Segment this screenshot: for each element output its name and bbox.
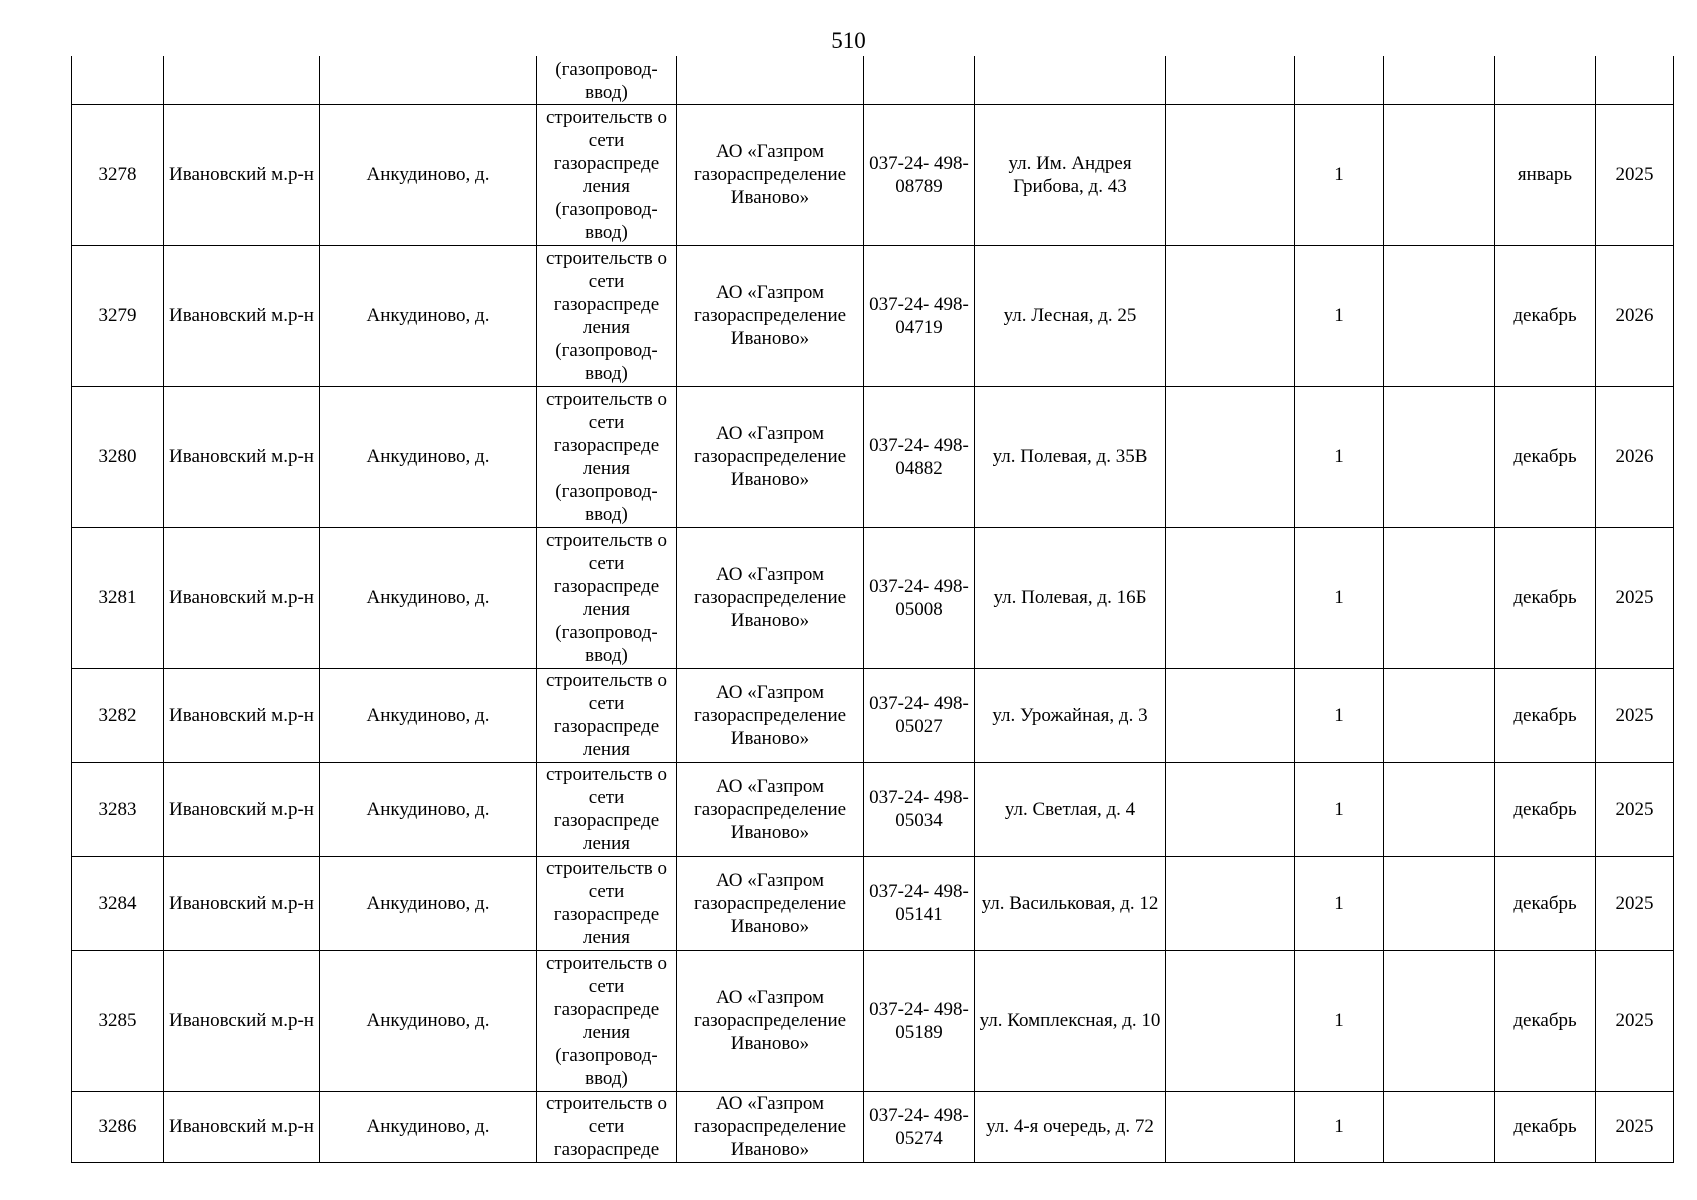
cell-settlement: Анкудиново, д. [320, 104, 537, 245]
cell-code: 037-24- 498-08789 [864, 104, 975, 245]
cell-qty: 1 [1295, 386, 1384, 527]
cell-address: ул. Полевая, д. 16Б [975, 527, 1166, 668]
cell-month [1495, 56, 1596, 104]
cell-month: декабрь [1495, 1091, 1596, 1162]
cell-month: январь [1495, 104, 1596, 245]
cell-qty: 1 [1295, 104, 1384, 245]
cell-col8 [1166, 856, 1295, 950]
cell-year: 2026 [1596, 245, 1674, 386]
cell-district: Ивановский м.р-н [164, 245, 320, 386]
cell-col8 [1166, 56, 1295, 104]
cell-district: Ивановский м.р-н [164, 104, 320, 245]
table-row [72, 104, 1674, 245]
cell-year: 2026 [1596, 386, 1674, 527]
cell-address [975, 56, 1166, 104]
cell-org: АО «Газпром газораспределение Иваново» [677, 245, 864, 386]
cell-work-type: (газопровод- ввод) [537, 56, 677, 104]
cell-district: Ивановский м.р-н [164, 950, 320, 1091]
cell-year: 2025 [1596, 950, 1674, 1091]
cell-num: 3285 [72, 950, 164, 1091]
cell-month: декабрь [1495, 856, 1596, 950]
cell-district [164, 56, 320, 104]
table-row [72, 856, 1674, 950]
table-row [72, 527, 1674, 668]
cell-code [864, 56, 975, 104]
cell-code: 037-24- 498-04719 [864, 245, 975, 386]
cell-month: декабрь [1495, 386, 1596, 527]
cell-address: ул. Лесная, д. 25 [975, 245, 1166, 386]
table-row [72, 1091, 1674, 1162]
cell-settlement: Анкудиново, д. [320, 1091, 537, 1162]
cell-qty [1295, 56, 1384, 104]
cell-col8 [1166, 950, 1295, 1091]
cell-col8 [1166, 245, 1295, 386]
cell-qty: 1 [1295, 1091, 1384, 1162]
cell-org: АО «Газпром газораспределение Иваново» [677, 104, 864, 245]
cell-col10 [1384, 856, 1495, 950]
cell-work-type: строительств о сети газораспреде ления [537, 762, 677, 856]
cell-district: Ивановский м.р-н [164, 527, 320, 668]
cell-address: ул. Комплексная, д. 10 [975, 950, 1166, 1091]
cell-settlement: Анкудиново, д. [320, 668, 537, 762]
cell-qty: 1 [1295, 856, 1384, 950]
cell-org: АО «Газпром газораспределение Иваново» [677, 856, 864, 950]
cell-col10 [1384, 386, 1495, 527]
cell-work-type: строительств о сети газораспреде ления (газопровод- ввод) [537, 104, 677, 245]
cell-code: 037-24- 498-05008 [864, 527, 975, 668]
cell-year [1596, 56, 1674, 104]
cell-district: Ивановский м.р-н [164, 762, 320, 856]
cell-year: 2025 [1596, 1091, 1674, 1162]
cell-col8 [1166, 386, 1295, 527]
cell-address: ул. Урожайная, д. 3 [975, 668, 1166, 762]
cell-settlement: Анкудиново, д. [320, 386, 537, 527]
cell-district: Ивановский м.р-н [164, 668, 320, 762]
cell-col10 [1384, 527, 1495, 668]
cell-org: АО «Газпром газораспределение Иваново» [677, 527, 864, 668]
cell-year: 2025 [1596, 762, 1674, 856]
cell-year: 2025 [1596, 104, 1674, 245]
cell-col10 [1384, 668, 1495, 762]
table-row [72, 386, 1674, 527]
cell-org: АО «Газпром газораспределение Иваново» [677, 1091, 864, 1162]
cell-code: 037-24- 498-05141 [864, 856, 975, 950]
cell-work-type: строительств о сети газораспреде ления [537, 668, 677, 762]
cell-month: декабрь [1495, 245, 1596, 386]
cell-settlement: Анкудиново, д. [320, 856, 537, 950]
cell-address: ул. Им. Андрея Грибова, д. 43 [975, 104, 1166, 245]
cell-org: АО «Газпром газораспределение Иваново» [677, 950, 864, 1091]
cell-num: 3280 [72, 386, 164, 527]
cell-work-type: строительств о сети газораспреде ления (газопровод- ввод) [537, 527, 677, 668]
table-row-continuation [72, 56, 1674, 104]
cell-code: 037-24- 498-05034 [864, 762, 975, 856]
cell-qty: 1 [1295, 668, 1384, 762]
cell-num: 3283 [72, 762, 164, 856]
cell-work-type: строительств о сети газораспреде ления (газопровод- ввод) [537, 950, 677, 1091]
cell-code: 037-24- 498-05027 [864, 668, 975, 762]
cell-address: ул. 4-я очередь, д. 72 [975, 1091, 1166, 1162]
cell-settlement: Анкудиново, д. [320, 950, 537, 1091]
cell-col10 [1384, 762, 1495, 856]
cell-code: 037-24- 498-05189 [864, 950, 975, 1091]
cell-settlement: Анкудиново, д. [320, 527, 537, 668]
cell-col10 [1384, 104, 1495, 245]
table-row [72, 668, 1674, 762]
cell-district: Ивановский м.р-н [164, 856, 320, 950]
cell-month: декабрь [1495, 527, 1596, 668]
cell-month: декабрь [1495, 668, 1596, 762]
cell-code: 037-24- 498-05274 [864, 1091, 975, 1162]
cell-num: 3281 [72, 527, 164, 668]
cell-col10 [1384, 950, 1495, 1091]
cell-qty: 1 [1295, 245, 1384, 386]
cell-year: 2025 [1596, 856, 1674, 950]
table-row [72, 245, 1674, 386]
cell-address: ул. Васильковая, д. 12 [975, 856, 1166, 950]
cell-num: 3279 [72, 245, 164, 386]
cell-num: 3284 [72, 856, 164, 950]
cell-work-type: строительств о сети газораспреде ления [537, 856, 677, 950]
cell-org: АО «Газпром газораспределение Иваново» [677, 762, 864, 856]
cell-org [677, 56, 864, 104]
cell-qty: 1 [1295, 527, 1384, 668]
cell-year: 2025 [1596, 668, 1674, 762]
cell-col10 [1384, 245, 1495, 386]
cell-num: 3278 [72, 104, 164, 245]
cell-month: декабрь [1495, 950, 1596, 1091]
cell-col10 [1384, 56, 1495, 104]
cell-settlement: Анкудиново, д. [320, 762, 537, 856]
cell-address: ул. Светлая, д. 4 [975, 762, 1166, 856]
cell-num [72, 56, 164, 104]
cell-org: АО «Газпром газораспределение Иваново» [677, 386, 864, 527]
cell-year: 2025 [1596, 527, 1674, 668]
page-number: 510 [831, 28, 866, 53]
table-row [72, 762, 1674, 856]
cell-settlement [320, 56, 537, 104]
cell-address: ул. Полевая, д. 35В [975, 386, 1166, 527]
cell-org: АО «Газпром газораспределение Иваново» [677, 668, 864, 762]
cell-work-type: строительств о сети газораспреде ления (газопровод- ввод) [537, 386, 677, 527]
cell-col8 [1166, 527, 1295, 668]
cell-district: Ивановский м.р-н [164, 1091, 320, 1162]
cell-month: декабрь [1495, 762, 1596, 856]
cell-col8 [1166, 668, 1295, 762]
cell-work-type: строительств о сети газораспреде [537, 1091, 677, 1162]
cell-work-type: строительств о сети газораспреде ления (газопровод- ввод) [537, 245, 677, 386]
cell-num: 3286 [72, 1091, 164, 1162]
cell-num: 3282 [72, 668, 164, 762]
cell-qty: 1 [1295, 950, 1384, 1091]
cell-district: Ивановский м.р-н [164, 386, 320, 527]
table-row [72, 950, 1674, 1091]
cell-col8 [1166, 104, 1295, 245]
cell-col8 [1166, 1091, 1295, 1162]
cell-col8 [1166, 762, 1295, 856]
registry-table [71, 56, 1674, 1163]
cell-col10 [1384, 1091, 1495, 1162]
cell-settlement: Анкудиново, д. [320, 245, 537, 386]
cell-qty: 1 [1295, 762, 1384, 856]
cell-code: 037-24- 498-04882 [864, 386, 975, 527]
